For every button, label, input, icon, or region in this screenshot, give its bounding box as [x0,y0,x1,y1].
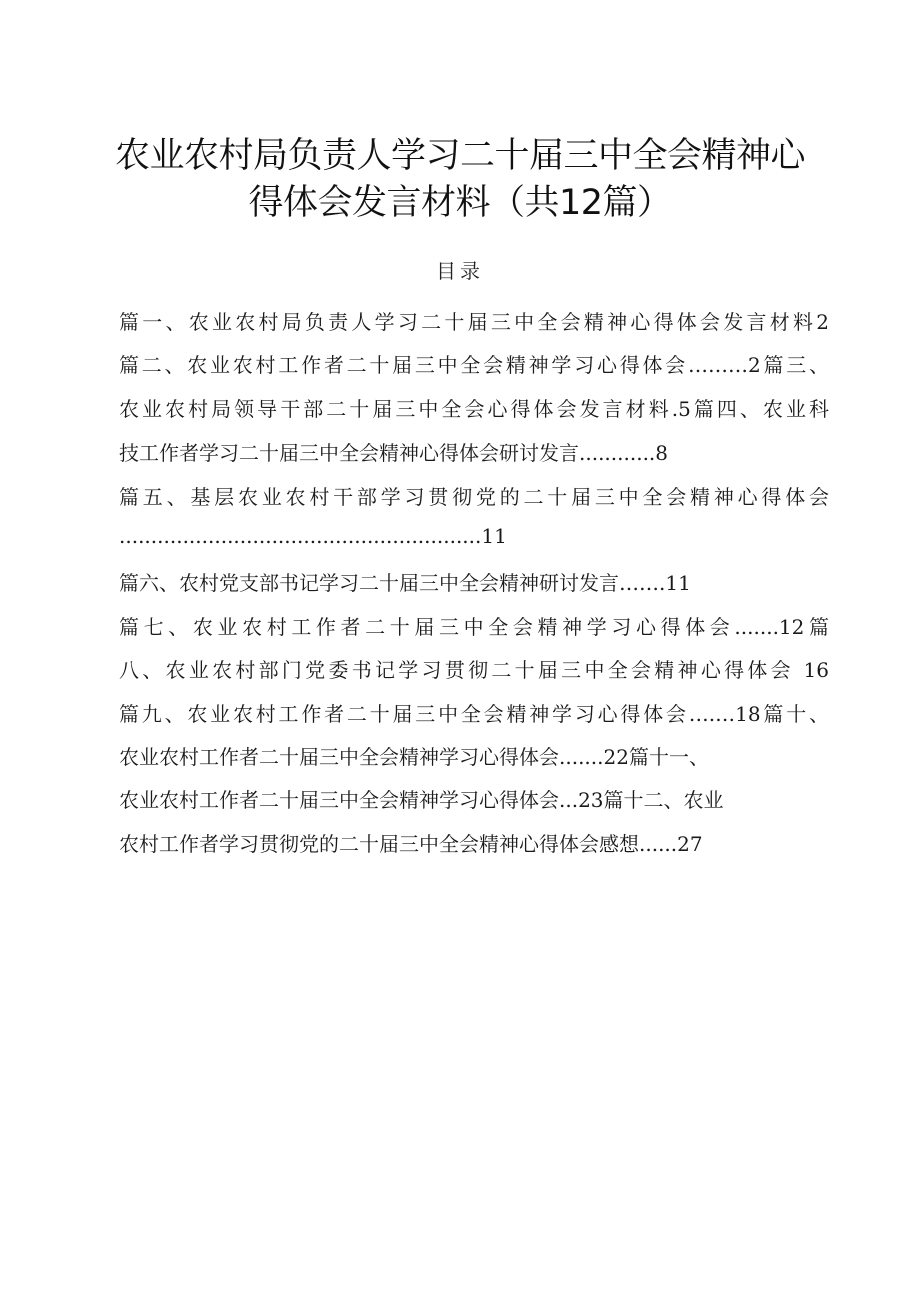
toc-heading: 目录 [436,259,484,283]
toc-line: 篇七、农业农村工作者二十届三中全会精神学习心得体会.......12篇 [119,615,829,639]
toc-line: 八、农业农村部门党委书记学习贯彻二十届三中全会精神心得体会 16 [119,658,829,682]
toc-line: 农村工作者学习贯彻党的二十届三中全会精神心得体会感想......27 [119,832,703,856]
toc-line: 农业农村工作者二十届三中全会精神学习心得体会.......22篇十一、 [119,745,709,769]
toc-line: 农业农村工作者二十届三中全会精神学习心得体会...23篇十二、农业 [119,788,724,812]
toc-line: .........................................................11 [119,524,507,548]
toc-line: 农业农村局领导干部二十届三中全会心得体会发言材料.5篇四、农业科 [119,397,829,421]
toc-line: 篇九、农业农村工作者二十届三中全会精神学习心得体会….…18篇十、 [119,702,829,726]
document-title-line-2: 得体会发言材料（共12篇） [248,183,672,223]
document-title-line-1: 农业农村局负责人学习二十届三中全会精神心 [114,136,805,176]
toc-line: 篇六、农村党支部书记学习二十届三中全会精神研讨发言…….11 [119,571,691,595]
toc-line: 篇一、农业农村局负责人学习二十届三中全会精神心得体会发言材料2 [119,310,829,334]
toc-line: 技工作者学习二十届三中全会精神心得体会研讨发言............8 [119,441,669,465]
toc-line: 篇二、农业农村工作者二十届三中全会精神学习心得体会………2篇三、 [119,353,829,377]
toc-line: 篇五、基层农业农村干部学习贯彻党的二十届三中全会精神心得体会 [119,485,829,509]
